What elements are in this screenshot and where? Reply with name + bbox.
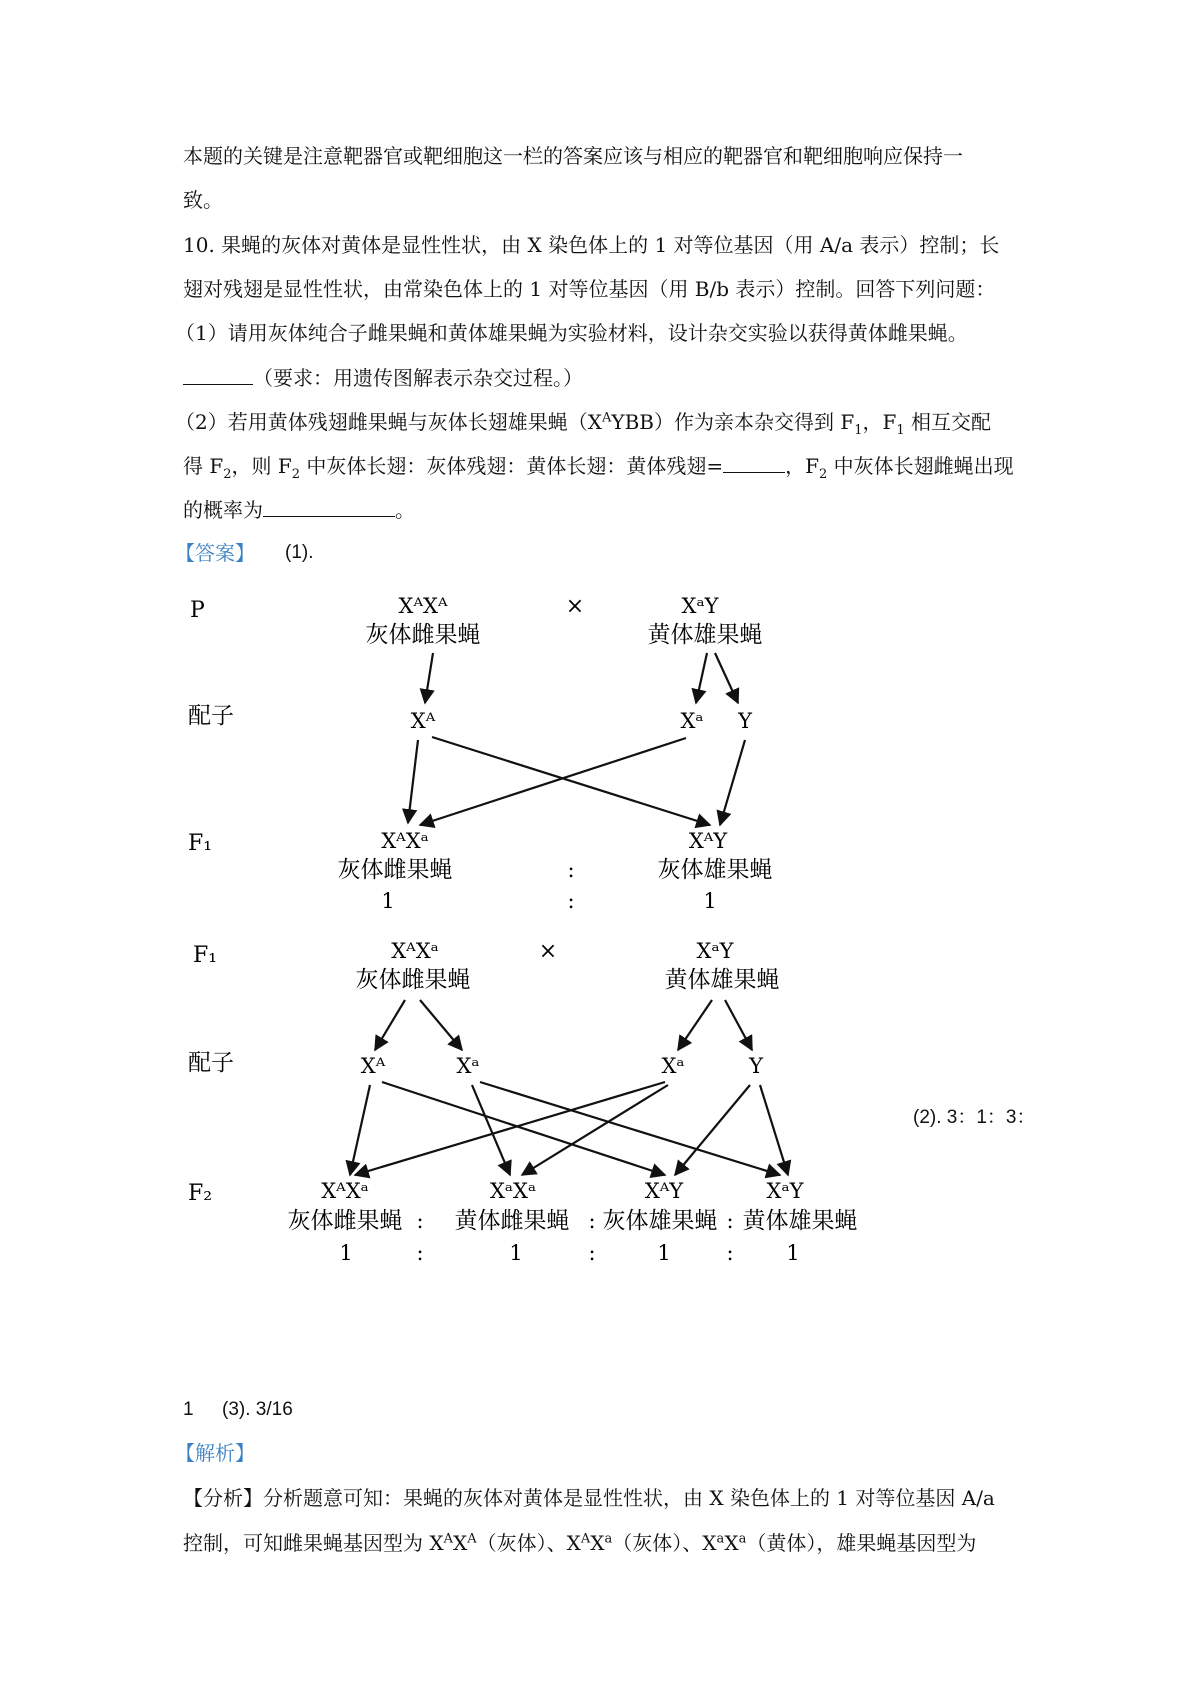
ratio-colon: : — [567, 889, 575, 913]
parent-female-genotype: XᴬXᴬ — [398, 594, 448, 618]
explanation-line-1: 本题的关键是注意靶器官或靶细胞这一栏的答案应该与相应的靶器官和靶细胞响应保持一 — [183, 144, 963, 168]
gamete-male-1: Xᵃ — [680, 709, 704, 733]
parent-male-label: 黄体雄果蝇 — [647, 622, 763, 648]
analysis-text: （黄体），雄果蝇基因型为 — [746, 1531, 977, 1555]
analysis-label: 【解析】 — [175, 1441, 255, 1465]
offspring-label: 灰体雄果蝇 — [602, 1208, 718, 1234]
offspring-2-ratio: 1 — [703, 889, 717, 913]
analysis-text: X — [724, 1531, 739, 1555]
generation-label-gamete: 配子 — [188, 1050, 234, 1076]
generation-label-f1: F₁ — [188, 831, 213, 856]
answer-blank-3 — [263, 496, 395, 517]
offspring-label: 黄体雄果蝇 — [742, 1208, 858, 1234]
generation-label-gamete: 配子 — [188, 703, 234, 729]
explanation-line-2: 致。 — [183, 188, 223, 212]
part2-line-1 — [175, 407, 991, 437]
part2-text-c: ，F — [862, 410, 897, 434]
analysis-text: X — [590, 1531, 605, 1555]
offspring-2-genotype: XᴬY — [688, 829, 728, 853]
part1-requirement: （要求：用遗传图解表示杂交过程。） — [253, 366, 583, 390]
part2-text-b: YBB）作为亲本杂交得到 F — [611, 410, 855, 434]
pedigree-diagram-1 — [0, 585, 1200, 915]
gamete-male-2: Y — [738, 709, 752, 733]
offspring-ratio: 1 — [657, 1241, 671, 1265]
arrow-parent-to-gamete — [425, 653, 433, 703]
subscript: 1 — [896, 423, 905, 438]
answer-label: 【答案】 — [175, 541, 255, 565]
parent-male-genotype: XᵃY — [696, 939, 734, 963]
offspring-genotype: XᵃY — [766, 1179, 804, 1203]
cross-symbol: × — [538, 939, 558, 964]
subscript: 2 — [819, 467, 828, 482]
part2-text: 中灰体长翅：灰体残翅：黄体长翅：黄体残翅= — [300, 454, 724, 478]
arrow-parent-to-gamete — [715, 653, 738, 703]
gamete-4: Y — [749, 1054, 763, 1078]
offspring-1-label: 灰体雌果蝇 — [337, 857, 453, 883]
gamete-2: Xᵃ — [456, 1054, 480, 1078]
generation-label-p: P — [190, 598, 205, 623]
analysis-text: 控制，可知雌果蝇基因型为 X — [183, 1531, 444, 1555]
ratio-colon: : — [726, 1209, 734, 1233]
generation-label-f1: F₁ — [193, 943, 218, 968]
superscript: A — [467, 1531, 477, 1547]
superscript: A — [601, 410, 612, 426]
parent-male-genotype: XᵃY — [681, 594, 719, 618]
offspring-label: 黄体雌果蝇 — [454, 1208, 570, 1234]
arrow-parent-to-gamete — [678, 1000, 712, 1050]
offspring-label: 灰体雌果蝇 — [287, 1208, 403, 1234]
analysis-line-2 — [183, 1528, 976, 1558]
superscript: A — [580, 1531, 591, 1547]
answer-part2: (2). 3：1：3： — [913, 1107, 1036, 1128]
arrow-gamete-to-offspring — [408, 740, 418, 823]
arrow-parent-to-gamete — [696, 653, 707, 703]
superscript: A — [443, 1531, 453, 1547]
ratio-colon: : — [416, 1209, 424, 1233]
arrow-parent-to-gamete — [375, 1000, 405, 1050]
part2-text: ，F — [785, 454, 820, 478]
offspring-genotype: XᵃXᵃ — [489, 1179, 537, 1203]
parent-female-genotype: XᴬXᵃ — [391, 939, 439, 963]
analysis-text: （灰体）、X — [612, 1531, 717, 1555]
part1-line-1: （1）请用灰体纯合子雌果蝇和黄体雄果蝇为实验材料，设计杂交实验以获得黄体雌果蝇。 — [175, 321, 968, 345]
parent-male-label: 黄体雄果蝇 — [664, 967, 780, 993]
question-line-1: 10. 果蝇的灰体对黄体是显性性状，由 X 染色体上的 1 对等位基因（用 A/a 表示）控制；长 — [183, 233, 1000, 257]
offspring-2-label: 灰体雄果蝇 — [657, 857, 773, 883]
arrow-gamete-to-offspring — [432, 737, 710, 825]
part2-text-a: （2）若用黄体残翅雌果蝇与灰体长翅雄果蝇（X — [175, 410, 602, 434]
superscript: a — [738, 1531, 747, 1547]
parent-female-label: 灰体雌果蝇 — [355, 967, 471, 993]
part2-text: 得 F — [183, 454, 224, 478]
part2-line-3 — [183, 495, 415, 525]
answer-part3: (3). 3/16 — [222, 1399, 293, 1420]
answer-part2-cont: 1 — [183, 1399, 194, 1420]
superscript: a — [716, 1531, 725, 1547]
ratio-colon: : — [588, 1209, 596, 1233]
ratio-colon: : — [588, 1241, 596, 1265]
ratio-colon: : — [416, 1241, 424, 1265]
part2-text: 的概率为 — [183, 498, 263, 522]
offspring-1-ratio: 1 — [381, 889, 395, 913]
answer-part1: (1). — [285, 542, 314, 563]
generation-label-f2: F₂ — [188, 1181, 213, 1206]
gamete-1: Xᴬ — [360, 1054, 386, 1078]
offspring-1-genotype: XᴬXᵃ — [381, 829, 429, 853]
ratio-colon: : — [567, 858, 575, 882]
part2-text: 。 — [395, 498, 415, 522]
offspring-ratio: 1 — [509, 1241, 523, 1265]
part2-line-2 — [183, 451, 1014, 481]
arrow-gamete-to-offspring — [760, 1085, 788, 1175]
part2-text: 中灰体长翅雌蝇出现 — [827, 454, 1014, 478]
part2-text: ，则 F — [231, 454, 292, 478]
gamete-female: Xᴬ — [410, 709, 436, 733]
gamete-3: Xᵃ — [661, 1054, 685, 1078]
part2-text-d: 相互交配 — [904, 410, 992, 434]
parent-female-label: 灰体雌果蝇 — [365, 622, 481, 648]
ratio-colon: : — [726, 1241, 734, 1265]
arrow-gamete-to-offspring — [420, 738, 686, 825]
part1-line-2 — [183, 363, 583, 393]
arrow-parent-to-gamete — [420, 1000, 462, 1050]
offspring-genotype: XᴬY — [644, 1179, 684, 1203]
offspring-ratio: 1 — [786, 1241, 800, 1265]
subscript: 2 — [291, 467, 301, 482]
arrow-parent-to-gamete — [725, 1000, 752, 1050]
arrow-gamete-to-offspring — [522, 1085, 668, 1175]
superscript: a — [604, 1531, 613, 1547]
analysis-line-1: 【分析】分析题意可知：果蝇的灰体对黄体是显性性状，由 X 染色体上的 1 对等位基因 A/a — [183, 1486, 995, 1510]
offspring-ratio: 1 — [339, 1241, 353, 1265]
answer-blank-1 — [183, 364, 253, 385]
question-line-2: 翅对残翅是显性性状，由常染色体上的 1 对等位基因（用 B/b 表示）控制。回答下列问题： — [183, 277, 996, 301]
analysis-text: X — [453, 1531, 468, 1555]
subscript: 1 — [854, 423, 863, 438]
arrow-gamete-to-offspring — [720, 740, 745, 825]
subscript: 2 — [223, 467, 232, 482]
offspring-genotype: XᴬXᵃ — [321, 1179, 369, 1203]
pedigree-diagram-2 — [0, 930, 1200, 1270]
cross-symbol: × — [565, 594, 585, 619]
analysis-text: （灰体）、X — [476, 1531, 581, 1555]
arrow-gamete-to-offspring — [350, 1085, 370, 1175]
arrow-gamete-to-offspring — [355, 1082, 665, 1175]
answer-blank-2 — [723, 452, 785, 473]
